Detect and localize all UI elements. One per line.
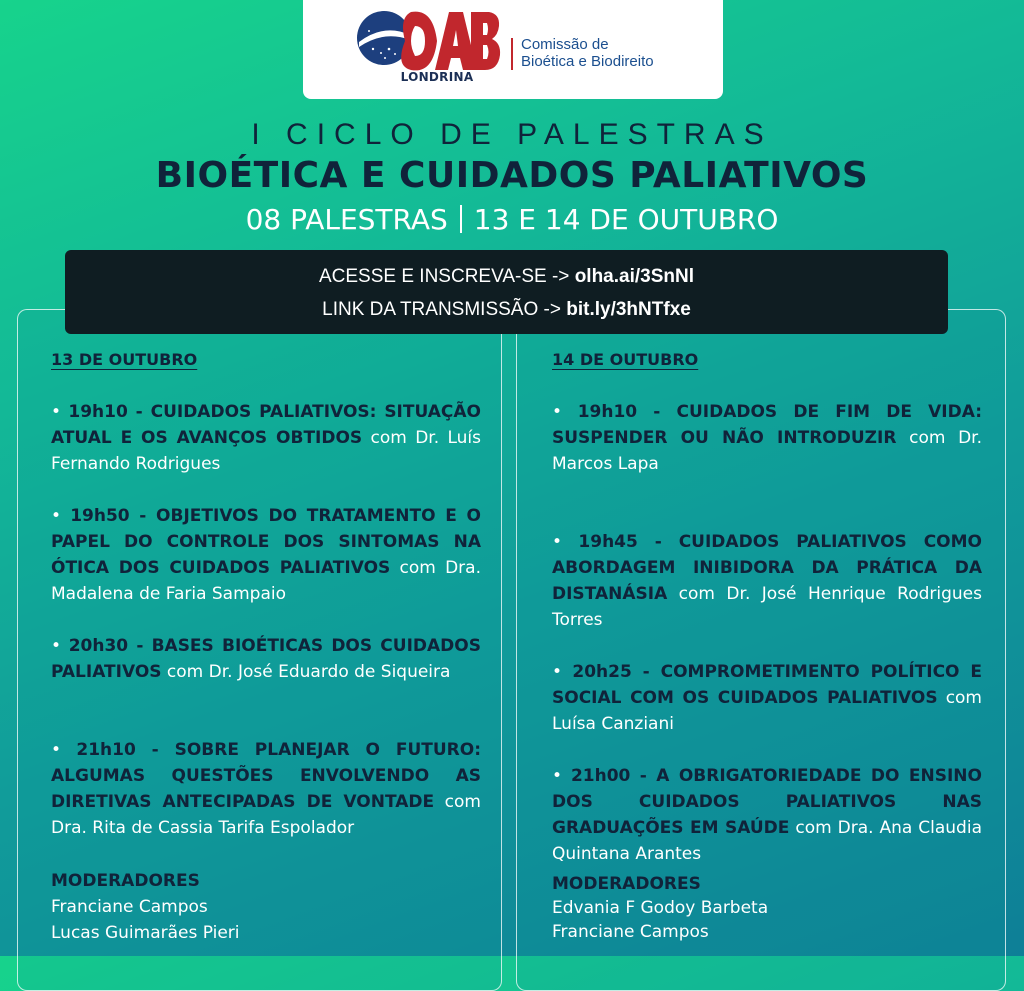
- talk-time: 19h45: [578, 532, 638, 552]
- day-2-title: 14 DE OUTUBRO: [552, 350, 699, 369]
- talk-title: CUIDADOS DE FIM DE VIDA: SUSPENDER OU NÃO INTRODUZIR: [552, 402, 982, 448]
- day-2-talk-3: • 20h25 - COMPROMETIMENTO POLÍTICO E SOCIAL COM OS CUIDADOS PALIATIVOS com Luísa Canziani: [552, 662, 982, 734]
- day-1-title: 13 DE OUTUBRO: [51, 350, 198, 369]
- talk-time: 19h10: [68, 402, 128, 422]
- commission-line-1: Comissão de: [521, 36, 609, 53]
- stream-link[interactable]: bit.ly/3hNTfxe: [566, 299, 691, 320]
- moderator-name: Edvania F Godoy Barbeta: [552, 898, 769, 918]
- commission-name: [521, 36, 654, 70]
- event-dates: 13 E 14 DE OUTUBRO: [473, 203, 779, 236]
- day-2-talk-2: • 19h45 - CUIDADOS PALIATIVOS COMO ABORDAGEM INIBIDORA DA PRÁTICA DA DISTANÁSIA com Dr. José Henrique Rodrigues Torres: [552, 532, 982, 630]
- day-2-panel: [516, 309, 1006, 991]
- commission-line-2: Bioética e Biodireito: [521, 53, 654, 70]
- talk-title: BASES BIOÉTICAS DOS CUIDADOS PALIATIVOS: [51, 636, 481, 682]
- moderators-label: MODERADORES: [552, 874, 701, 894]
- talk-title: OBJETIVOS DO TRATAMENTO E O PAPEL DO CONTROLE DOS SINTOMAS NA ÓTICA DOS CUIDADOS PALIATIVOS: [51, 506, 481, 578]
- talk-time: 21h00: [570, 766, 631, 786]
- talk-time: 20h30: [68, 636, 129, 656]
- stream-row: [65, 299, 948, 321]
- oab-logo: [401, 8, 501, 74]
- talk-time: 20h25: [572, 662, 632, 682]
- stream-label: LINK DA TRANSMISSÃO ->: [322, 299, 561, 320]
- day-1-moderators: [51, 868, 240, 946]
- day-1-panel: [17, 309, 502, 991]
- talk-speaker: com Dra. Ana Claudia Quintana Arantes: [552, 818, 982, 864]
- talk-count: 08 PALESTRAS: [245, 203, 448, 236]
- moderator-name: Franciane Campos: [552, 922, 709, 942]
- talk-time: 19h50: [70, 506, 130, 526]
- talk-speaker: com Dra. Madalena de Faria Sampaio: [51, 558, 481, 604]
- logo-divider: [511, 38, 513, 70]
- talk-title: A OBRIGATORIEDADE DO ENSINO DOS CUIDADOS PALIATIVOS NAS GRADUAÇÕES EM SAÚDE: [552, 766, 982, 838]
- talk-time: 19h10: [577, 402, 638, 422]
- register-row: [65, 266, 948, 288]
- talk-speaker: com Dr. José Eduardo de Siqueira: [161, 662, 451, 682]
- day-1-talk-2: • 19h50 - OBJETIVOS DO TRATAMENTO E O PAPEL DO CONTROLE DOS SINTOMAS NA ÓTICA DOS CUIDADOS PALIATIVOS com Dra. Madalena de Faria Sampaio: [51, 506, 481, 604]
- talk-time: 21h10: [76, 740, 136, 760]
- moderator-name: Lucas Guimarães Pieri: [51, 923, 240, 943]
- event-title: BIOÉTICA E CUIDADOS PALIATIVOS: [155, 155, 869, 196]
- talk-speaker: com Dr. Luís Fernando Rodrigues: [51, 428, 482, 474]
- oab-logo-card: [303, 0, 723, 99]
- day-1-talk-3: • 20h30 - BASES BIOÉTICAS DOS CUIDADOS PALIATIVOS com Dr. José Eduardo de Siqueira: [51, 636, 481, 682]
- day-1-talk-1: • 19h10 - CUIDADOS PALIATIVOS: SITUAÇÃO ATUAL E OS AVANÇOS OBTIDOS com Dr. Luís Fernando Rodrigues: [51, 402, 482, 474]
- moderator-name: Franciane Campos: [51, 897, 208, 917]
- day-2-moderators: [552, 872, 768, 944]
- register-label: ACESSE E INSCREVA-SE ->: [318, 266, 570, 287]
- talk-speaker: com Dr. Marcos Lapa: [552, 428, 982, 474]
- event-subtitle: [0, 203, 1024, 236]
- talk-speaker: com Dra. Rita de Cassia Tarifa Espolador: [51, 792, 481, 838]
- subtitle-divider: [460, 205, 462, 233]
- talk-title: CUIDADOS PALIATIVOS: SITUAÇÃO ATUAL E OS AVANÇOS OBTIDOS: [51, 402, 482, 448]
- talk-title: COMPROMETIMENTO POLÍTICO E SOCIAL COM OS CUIDADOS PALIATIVOS: [552, 662, 982, 708]
- day-1-talk-4: • 21h10 - SOBRE PLANEJAR O FUTURO: ALGUMAS QUESTÕES ENVOLVENDO AS DIRETIVAS ANTECIPADAS DE VONTADE com Dra. Rita de Cassia Tarifa Espolador: [51, 740, 481, 838]
- series-title: I CICLO DE PALESTRAS: [251, 118, 773, 151]
- oab-city-label: LONDRINA: [400, 70, 474, 84]
- day-2-talk-1: • 19h10 - CUIDADOS DE FIM DE VIDA: SUSPENDER OU NÃO INTRODUZIR com Dr. Marcos Lapa: [552, 402, 982, 474]
- register-link[interactable]: olha.ai/3SnNl: [574, 266, 694, 287]
- talk-title: SOBRE PLANEJAR O FUTURO: ALGUMAS QUESTÕES ENVOLVENDO AS DIRETIVAS ANTECIPADAS DE VONTADE: [51, 740, 481, 812]
- moderators-label: MODERADORES: [51, 871, 200, 891]
- links-bar: [65, 250, 948, 334]
- talk-speaker: com Luísa Canziani: [552, 688, 982, 734]
- day-2-talk-4: • 21h00 - A OBRIGATORIEDADE DO ENSINO DOS CUIDADOS PALIATIVOS NAS GRADUAÇÕES EM SAÚDE com Dra. Ana Claudia Quintana Arantes: [552, 766, 982, 864]
- talk-speaker: com Dr. José Henrique Rodrigues Torres: [552, 584, 982, 630]
- talk-title: CUIDADOS PALIATIVOS COMO ABORDAGEM INIBIDORA DA PRÁTICA DA DISTANÁSIA: [552, 532, 982, 604]
